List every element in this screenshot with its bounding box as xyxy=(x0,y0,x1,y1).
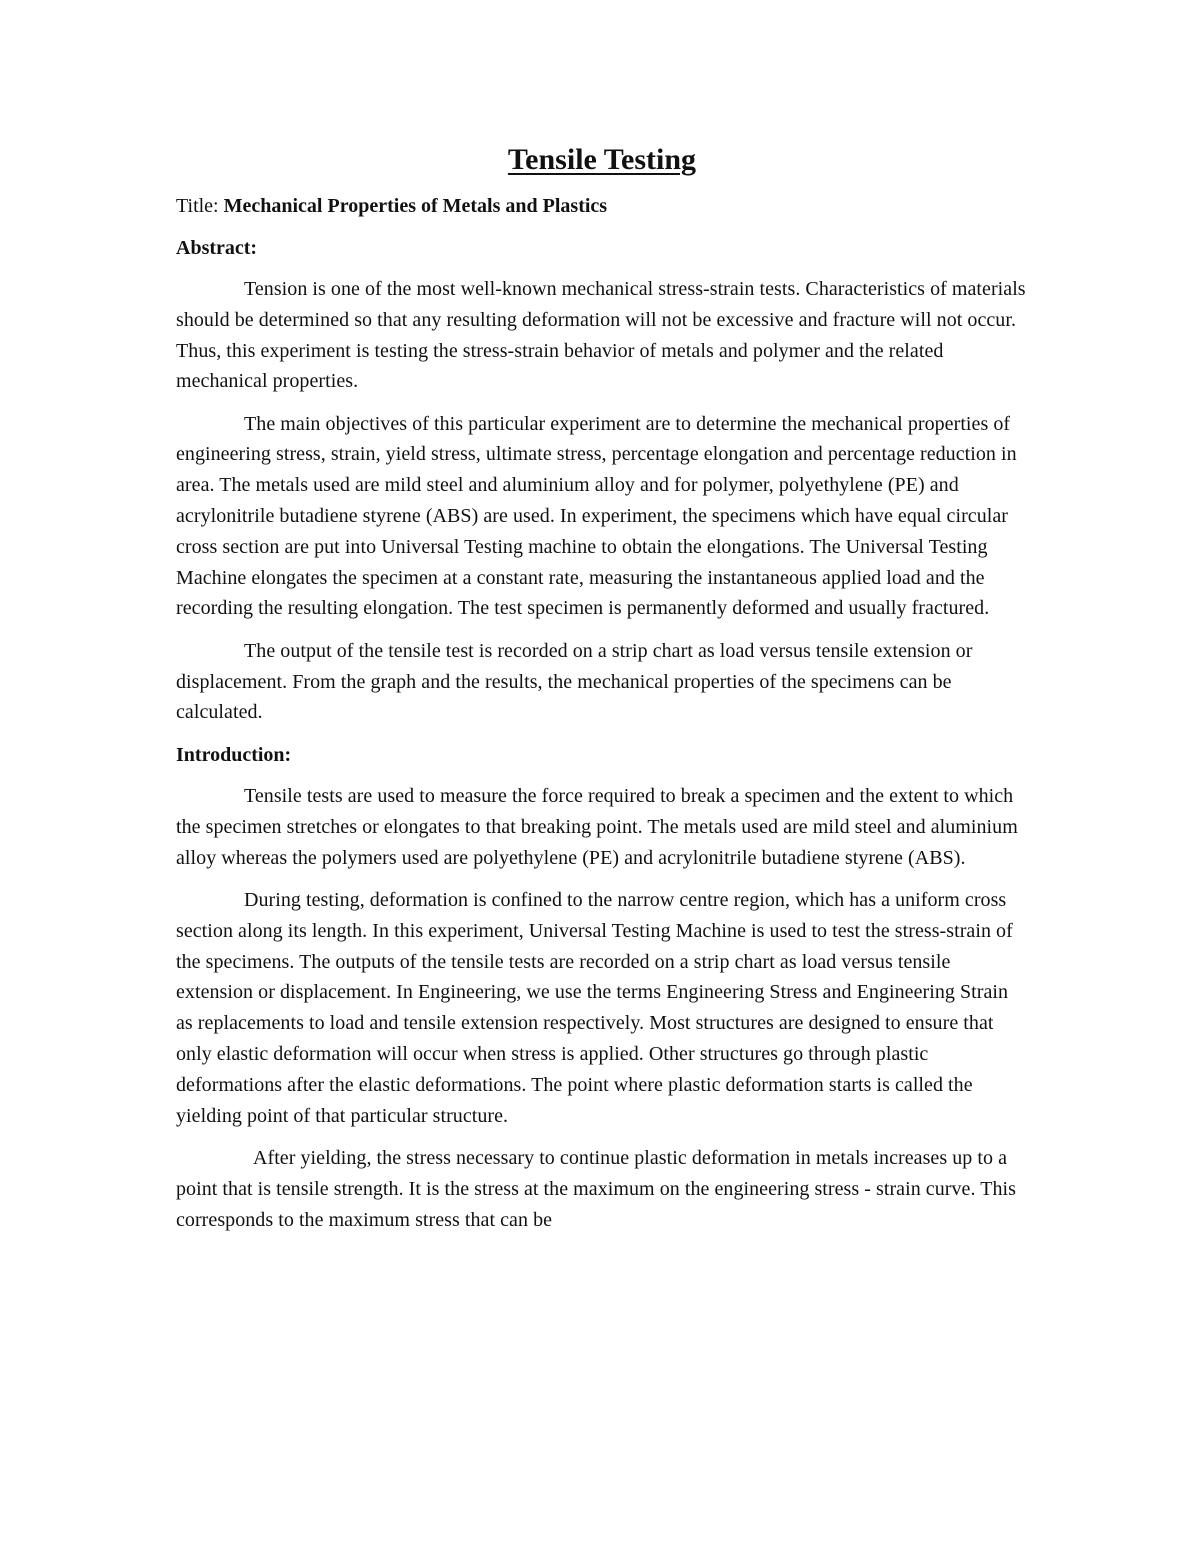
report-title-value: Mechanical Properties of Metals and Plastics xyxy=(223,195,608,217)
introduction-paragraph-2: During testing, deformation is confined to the narrow centre region, which has a uniform cross section along its length. In this experiment, Universal Testing Machine is used to test the stress-strain of the specimens. The outputs of the tensile tests are recorded on a strip chart as load versus tensile extension or displacement. In Engineering, we use the terms Engineering Stress and Engineering Strain as replacements to load and tensile extension respectively. Most structures are designed to ensure that only elastic deformation will occur when stress is applied. Other structures go through plastic deformations after the elastic deformations. The point where plastic deformation starts is called the yielding point of that particular structure. xyxy=(176,889,1013,1127)
abstract-paragraph-3: The output of the tensile test is recorded on a strip chart as load versus tensile extension or displacement. From the graph and the results, the mechanical properties of the specimens can be calculated. xyxy=(176,639,973,724)
document-body xyxy=(176,138,1026,1247)
abstract-paragraph-2: The main objectives of this particular experiment are to determine the mechanical properties of engineering stress, strain, yield stress, ultimate stress, percentage elongation and percentage reduction in area. The metals used are mild steel and aluminium alloy and for polymer, polyethylene (PE) and acrylonitrile butadiene styrene (ABS) are used. In experiment, the specimens which have equal circular cross section are put into Universal Testing machine to obtain the elongations. The Universal Testing Machine elongates the specimen at a constant rate, measuring the instantaneous applied load and the recording the resulting elongation. The test specimen is permanently deformed and usually fractured. xyxy=(176,412,1017,620)
introduction-paragraph-3: After yielding, the stress necessary to continue plastic deformation in metals increases up to a point that is tensile strength. It is the stress at the maximum on the engineering stress - strain curve. This corresponds to the maximum stress that can be xyxy=(176,1146,1016,1231)
introduction-paragraph-1: Tensile tests are used to measure the force required to break a specimen and the extent to which the specimen stretches or elongates to that breaking point. The metals used are mild steel and aluminium alloy whereas the polymers used are polyethylene (PE) and acrylonitrile butadiene styrene (ABS). xyxy=(176,785,1018,869)
document-title: Tensile Testing xyxy=(507,143,697,176)
introduction-section xyxy=(176,740,1026,1236)
abstract-paragraph-1: Tension is one of the most well-known mechanical stress-strain tests. Characteristics of materials should be determined so that any resulting deformation will not be excessive and fracture will not occur. Thus, this experiment is testing the stress-strain behavior of metals and polymer and the related mechanical properties. xyxy=(176,278,1026,393)
abstract-section xyxy=(176,233,1026,729)
report-title-label: Title: xyxy=(176,195,224,217)
report-title-line xyxy=(176,191,1026,222)
abstract-heading: Abstract: xyxy=(176,236,258,259)
introduction-heading: Introduction: xyxy=(176,743,292,766)
